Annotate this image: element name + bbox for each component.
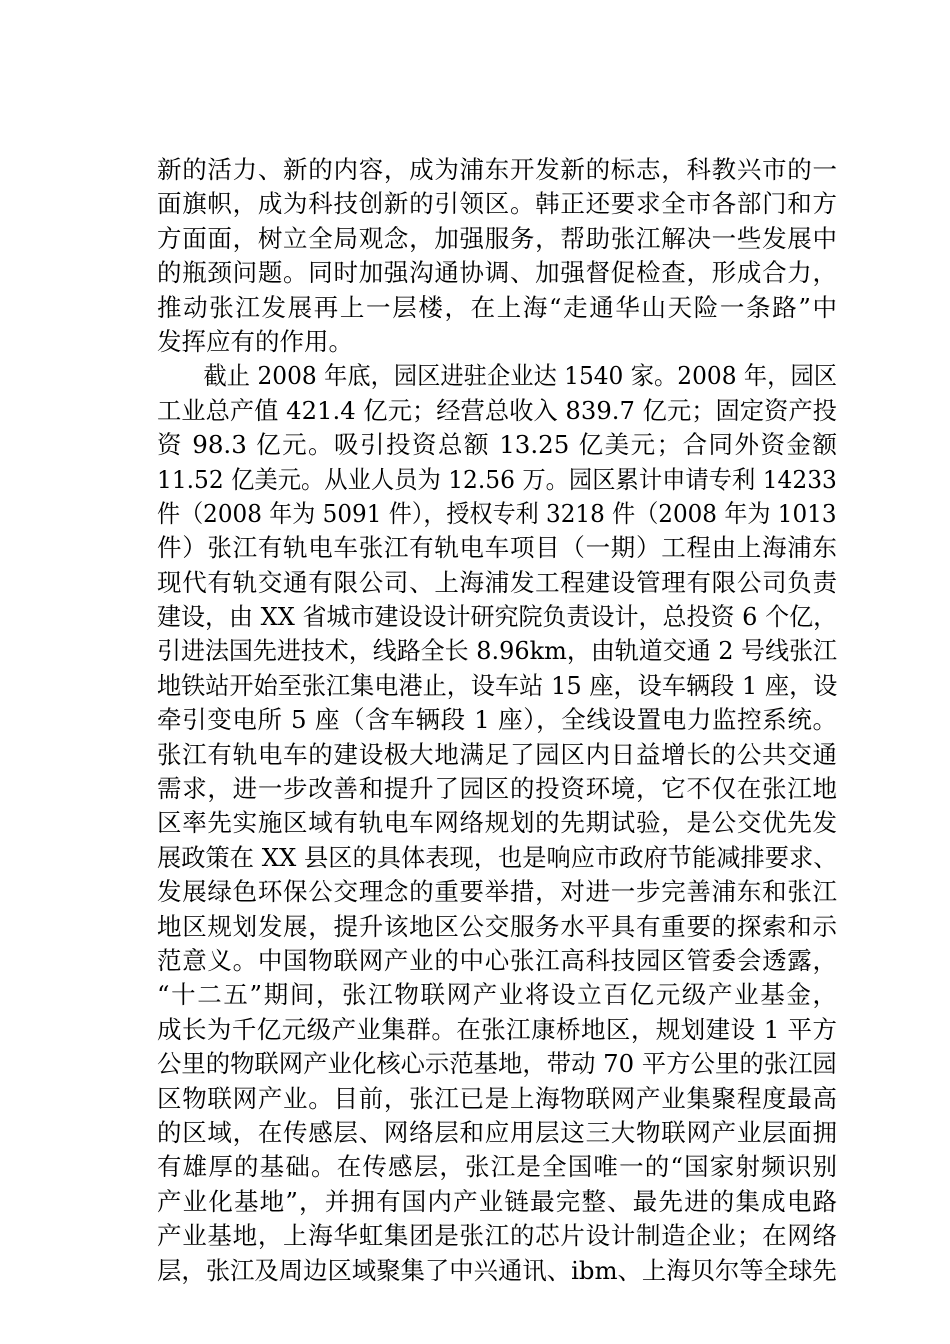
text-line: 发展绿色环保公交理念的重要举措，对进一步完善浦东和张江 xyxy=(157,877,837,907)
text-line: 地铁站开始至张江集电港止，设车站 15 座，设车辆段 1 座，设 xyxy=(157,670,838,700)
text-line: 需求，进一步改善和提升了园区的投资环境，它不仅在张江地 xyxy=(157,774,837,804)
text-line: 建设，由 XX 省城市建设设计研究院负责设计，总投资 6 个亿， xyxy=(157,602,838,632)
text-line: 截止 2008 年底，园区进驻企业达 1540 家。2008 年，园区 xyxy=(157,361,837,391)
text-line: 产业化基地”，并拥有国内产业链最完整、最先进的集成电路 xyxy=(157,1186,837,1216)
text-line: 有雄厚的基础。在传感层，张江是全国唯一的“国家射频识别 xyxy=(157,1152,837,1182)
text-line: 面旗帜，成为科技创新的引领区。韩正还要求全市各部门和方 xyxy=(157,189,837,219)
text-line: 的区域，在传感层、网络层和应用层这三大物联网产业层面拥 xyxy=(157,1117,837,1147)
text-line: 资 98.3 亿元。吸引投资总额 13.25 亿美元；合同外资金额 xyxy=(157,430,837,460)
text-line: “十二五”期间，张江物联网产业将设立百亿元级产业基金， xyxy=(157,980,837,1010)
text-line: 区物联网产业。目前，张江已是上海物联网产业集聚程度最高 xyxy=(157,1083,837,1113)
text-line: 产业基地，上海华虹集团是张江的芯片设计制造企业；在网络 xyxy=(157,1221,837,1251)
text-line: 发挥应有的作用。 xyxy=(157,326,353,356)
text-line: 展政策在 XX 县区的具体表现，也是响应市政府节能减排要求、 xyxy=(157,842,838,872)
text-line: 推动张江发展再上一层楼，在上海“走通华山天险一条路”中 xyxy=(157,292,837,322)
text-line: 层，张江及周边区域聚集了中兴通讯、ibm、上海贝尔等全球先 xyxy=(157,1255,837,1285)
text-line: 11.52 亿美元。从业人员为 12.56 万。园区累计申请专利 14233 xyxy=(157,464,837,494)
text-line: 成长为千亿元级产业集群。在张江康桥地区，规划建设 1 平方 xyxy=(157,1014,837,1044)
text-line: 范意义。中国物联网产业的中心张江高科技园区管委会透露， xyxy=(157,945,837,975)
text-line: 区率先实施区域有轨电车网络规划的先期试验，是公交优先发 xyxy=(157,808,837,838)
body-text xyxy=(157,153,837,1288)
text-line: 引进法国先进技术，线路全长 8.96km，由轨道交通 2 号线张江 xyxy=(157,636,838,666)
text-line: 件）张江有轨电车张江有轨电车项目（一期）工程由上海浦东 xyxy=(157,533,837,563)
text-line: 工业总产值 421.4 亿元；经营总收入 839.7 亿元；固定资产投 xyxy=(157,395,837,425)
text-line: 牵引变电所 5 座（含车辆段 1 座），全线设置电力监控系统。 xyxy=(157,705,837,735)
text-line: 方面面，树立全局观念，加强服务，帮助张江解决一些发展中 xyxy=(157,223,837,253)
text-line: 的瓶颈问题。同时加强沟通协调、加强督促检查，形成合力， xyxy=(157,258,837,288)
text-line: 公里的物联网产业化核心示范基地，带动 70 平方公里的张江园 xyxy=(157,1049,837,1079)
text-line: 新的活力、新的内容，成为浦东开发新的标志，科教兴市的一 xyxy=(157,155,837,184)
text-line: 件（2008 年为 5091 件），授权专利 3218 件（2008 年为 1013 xyxy=(157,498,837,528)
text-line: 地区规划发展，提升该地区公交服务水平具有重要的探索和示 xyxy=(157,911,837,941)
text-line: 现代有轨交通有限公司、上海浦发工程建设管理有限公司负责 xyxy=(157,567,837,597)
text-line: 张江有轨电车的建设极大地满足了园区内日益增长的公共交通 xyxy=(157,739,837,769)
